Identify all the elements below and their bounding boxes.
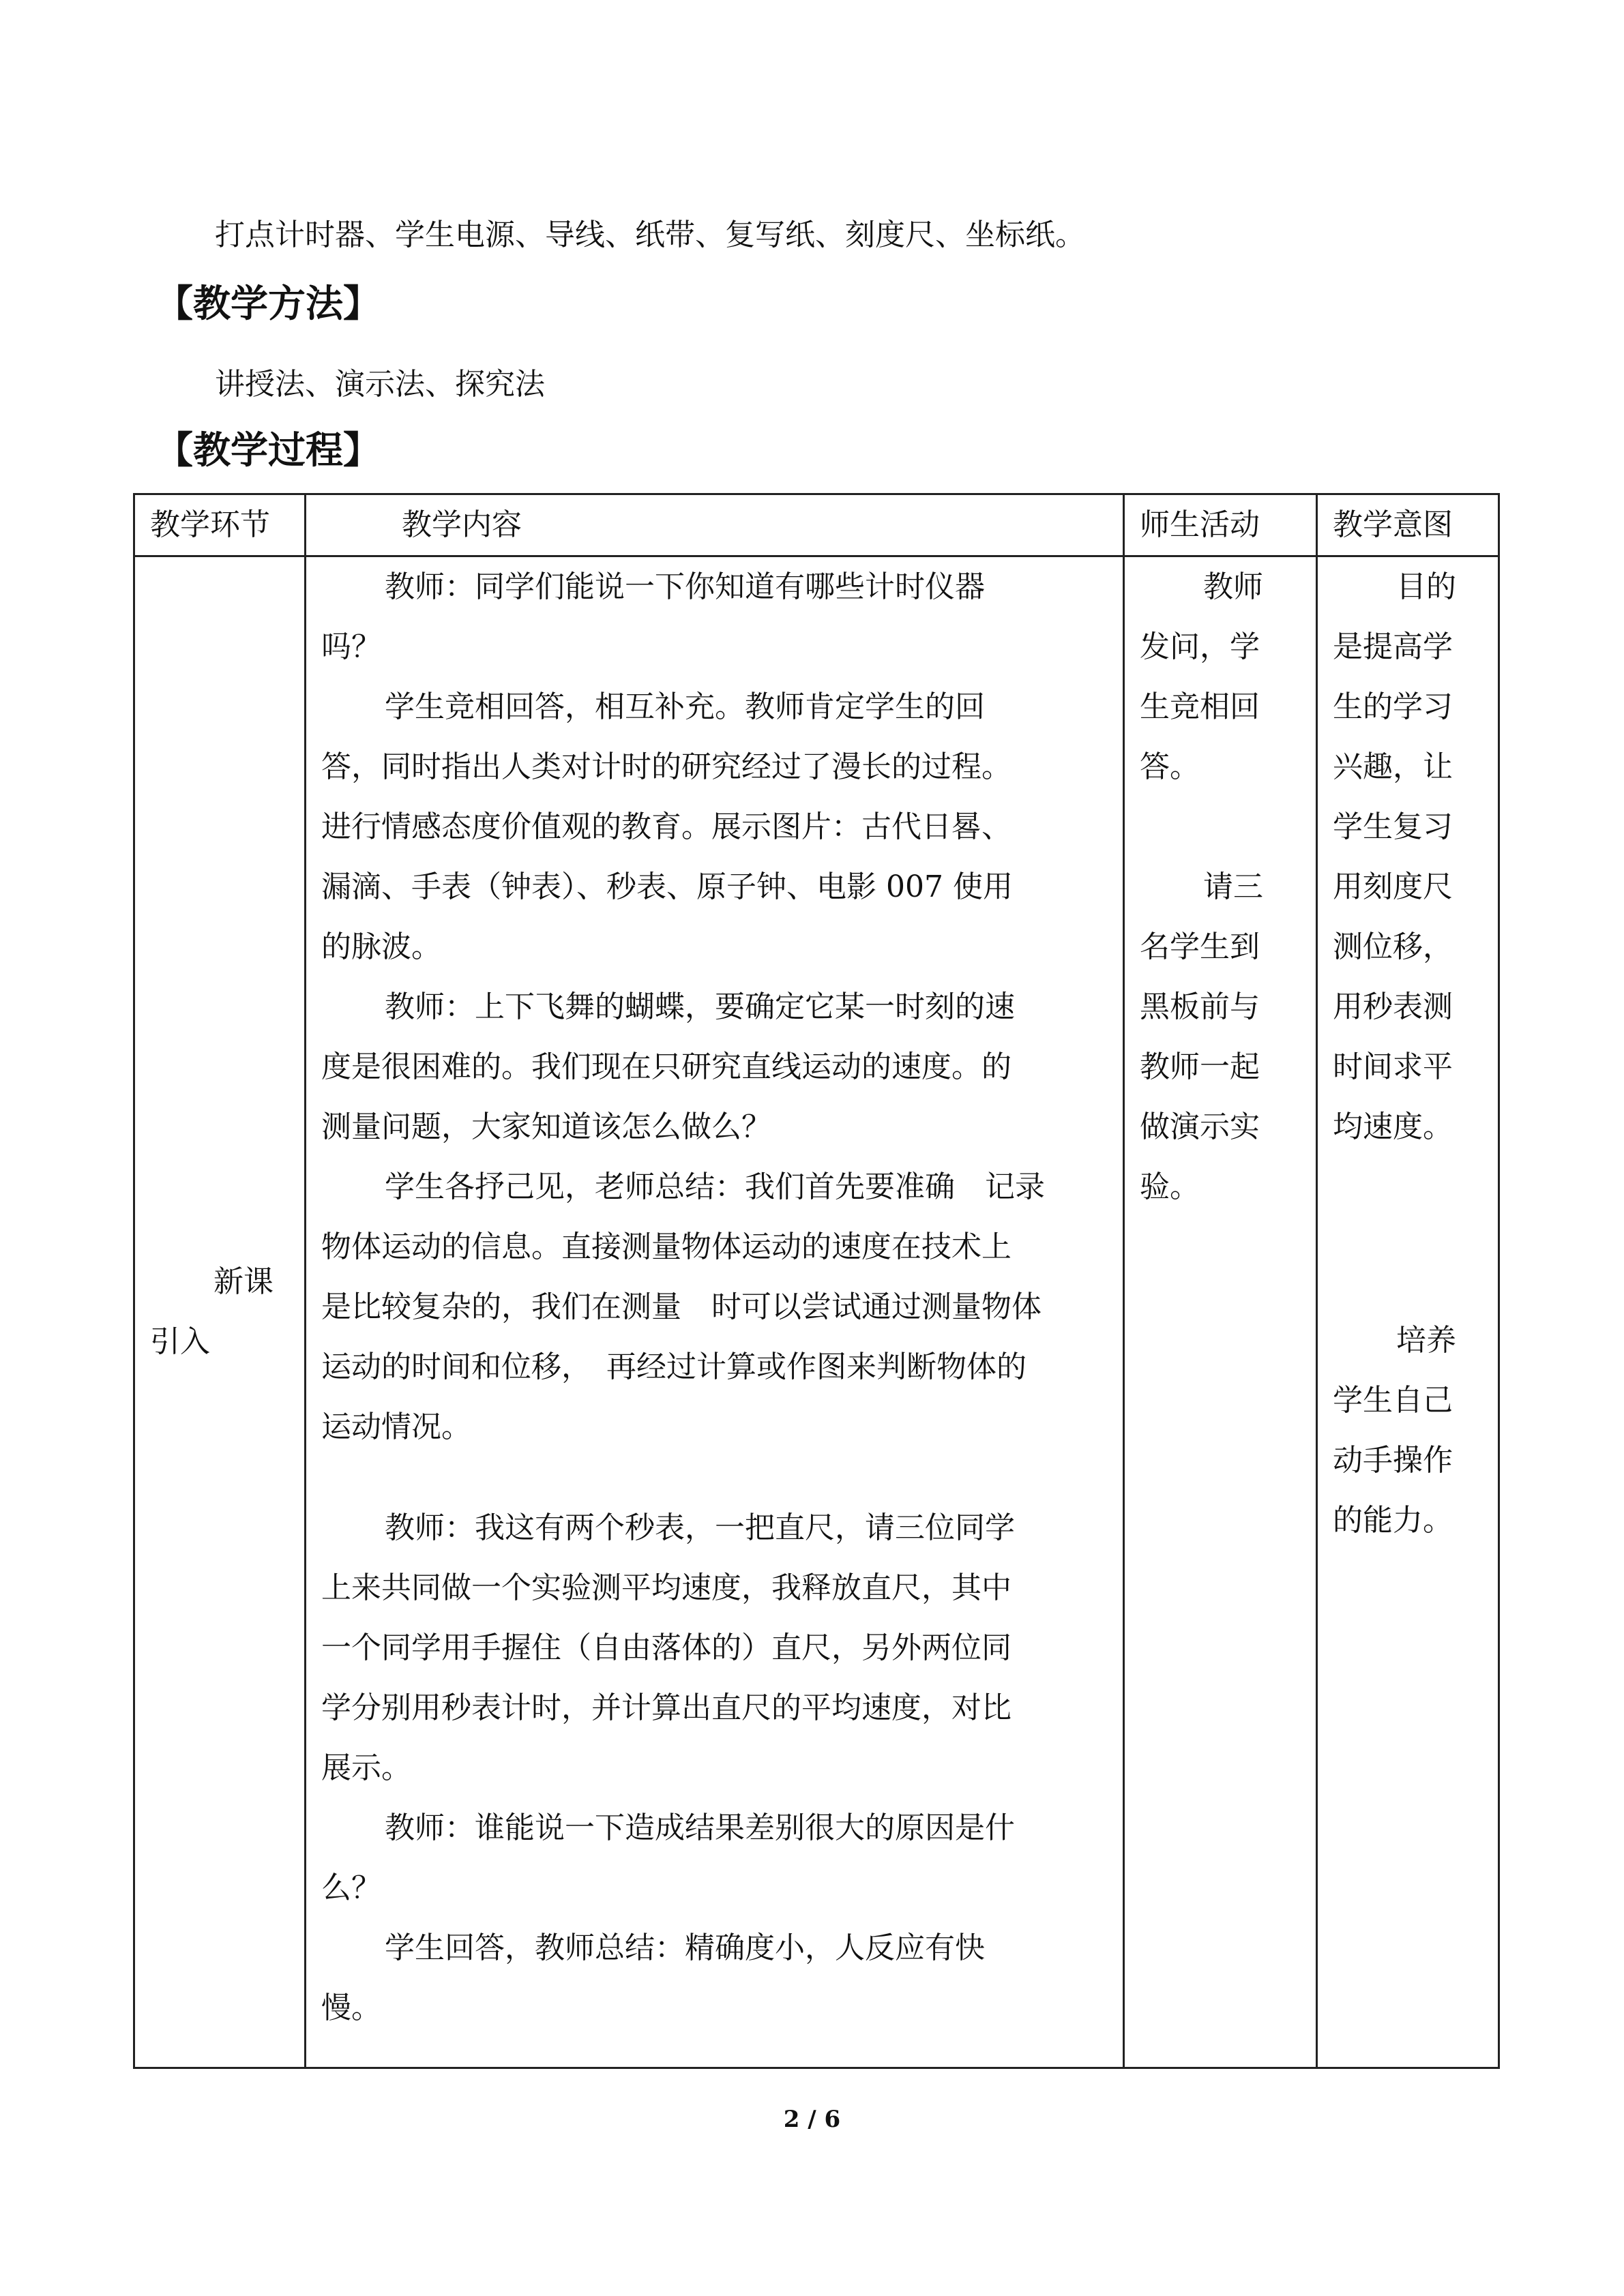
intent-cell bbox=[1317, 556, 1499, 2068]
lesson-process-table bbox=[133, 493, 1500, 2069]
content-line: 学生回答，教师总结：精确度小，人反应有快 bbox=[385, 1930, 985, 1965]
blank-gap bbox=[321, 1457, 1123, 1498]
materials-text: 打点计时器、学生电源、导线、纸带、复写纸、刻度尺、坐标纸。 bbox=[215, 218, 1085, 252]
intent-line: 用刻度尺 bbox=[1333, 869, 1453, 904]
header-intent: 教学意图 bbox=[1317, 494, 1499, 556]
content-line: 学分别用秒表计时，并计算出直尺的平均速度，对比 bbox=[321, 1690, 1012, 1725]
activity-line: 验。 bbox=[1140, 1169, 1200, 1204]
page-number: 2 / 6 bbox=[783, 2106, 841, 2133]
activity-line: 黑板前与 bbox=[1140, 989, 1260, 1024]
process-heading: 【教学过程】 bbox=[156, 428, 381, 472]
methods-heading: 【教学方法】 bbox=[156, 282, 381, 325]
stage-line: 新课 bbox=[213, 1264, 274, 1299]
content-cell bbox=[306, 556, 1124, 2068]
intent-line: 兴趣，让 bbox=[1333, 749, 1453, 784]
activity-line: 教师一起 bbox=[1140, 1049, 1260, 1084]
header-stage: 教学环节 bbox=[134, 494, 306, 556]
content-line: 度是很困难的。我们现在只研究直线运动的速度。的 bbox=[321, 1049, 1012, 1084]
activity-cell bbox=[1124, 556, 1317, 2068]
intent-spacer bbox=[1333, 1157, 1498, 1311]
stage-line: 引入 bbox=[150, 1324, 210, 1359]
content-line: 答，同时指出人类对计时的研究经过了漫长的过程。 bbox=[321, 749, 1012, 784]
table-header-row bbox=[134, 494, 1499, 556]
content-line: 运动的时间和位移， 再经过计算或作图来判断物体的 bbox=[321, 1350, 1027, 1384]
intent-line: 测位移， bbox=[1333, 929, 1453, 964]
content-line: 学生各抒己见，老师总结：我们首先要准确 记录 bbox=[385, 1169, 1045, 1204]
content-line: 上来共同做一个实验测平均速度，我释放直尺，其中 bbox=[321, 1570, 1012, 1605]
header-activity: 师生活动 bbox=[1124, 494, 1317, 556]
content-line: 学生竞相回答，相互补充。教师肯定学生的回 bbox=[385, 689, 985, 724]
content-line: 吗？ bbox=[321, 629, 381, 664]
intent-line: 目的 bbox=[1396, 569, 1456, 604]
activity-line: 答。 bbox=[1140, 749, 1200, 784]
activity-blank bbox=[1140, 797, 1316, 857]
content-line: 么？ bbox=[321, 1870, 381, 1905]
intent-line: 动手操作 bbox=[1333, 1443, 1453, 1478]
methods-text: 讲授法、演示法、探究法 bbox=[215, 367, 545, 402]
intent-line: 均速度。 bbox=[1333, 1109, 1453, 1144]
activity-line: 发问，学 bbox=[1140, 629, 1260, 664]
intent-line: 时间求平 bbox=[1333, 1049, 1453, 1084]
intent-line: 是提高学 bbox=[1333, 629, 1453, 664]
intent-line: 生的学习 bbox=[1333, 689, 1453, 724]
activity-line: 请三 bbox=[1203, 869, 1263, 904]
activity-line: 做演示实 bbox=[1140, 1109, 1260, 1144]
activity-line: 名学生到 bbox=[1140, 929, 1260, 964]
intent-line: 的能力。 bbox=[1333, 1503, 1453, 1538]
stage-cell bbox=[134, 556, 306, 2068]
content-line: 教师：同学们能说一下你知道有哪些计时仪器 bbox=[385, 569, 985, 604]
intent-line: 学生复习 bbox=[1333, 809, 1453, 844]
table-row bbox=[134, 556, 1499, 2068]
activity-line: 生竞相回 bbox=[1140, 689, 1260, 724]
content-line: 漏滴、手表（钟表）、秒表、原子钟、电影 007 使用 bbox=[321, 869, 1013, 904]
content-line: 展示。 bbox=[321, 1750, 411, 1785]
content-line: 一个同学用手握住（自由落体的）直尺，另外两位同 bbox=[321, 1630, 1012, 1665]
content-line: 是比较复杂的，我们在测量 时可以尝试通过测量物体 bbox=[321, 1289, 1042, 1324]
content-line: 测量问题，大家知道该怎么做么？ bbox=[321, 1109, 771, 1144]
header-content: 教学内容 bbox=[306, 494, 1124, 556]
intent-line: 培养 bbox=[1396, 1323, 1456, 1358]
content-line: 的脉波。 bbox=[321, 929, 441, 964]
content-line: 教师：我这有两个秒表，一把直尺，请三位同学 bbox=[385, 1510, 1015, 1545]
content-line: 运动情况。 bbox=[321, 1410, 471, 1444]
activity-line: 教师 bbox=[1203, 569, 1263, 604]
content-line: 进行情感态度价值观的教育。展示图片：古代日晷、 bbox=[321, 809, 1012, 844]
content-line: 教师：谁能说一下造成结果差别很大的原因是什 bbox=[385, 1810, 1015, 1845]
content-line: 教师：上下飞舞的蝴蝶，要确定它某一时刻的速 bbox=[385, 989, 1015, 1024]
content-line: 慢。 bbox=[321, 1991, 381, 2025]
intent-line: 用秒表测 bbox=[1333, 989, 1453, 1024]
content-line: 物体运动的信息。直接测量物体运动的速度在技术上 bbox=[321, 1229, 1012, 1264]
intent-line: 学生自己 bbox=[1333, 1383, 1453, 1418]
